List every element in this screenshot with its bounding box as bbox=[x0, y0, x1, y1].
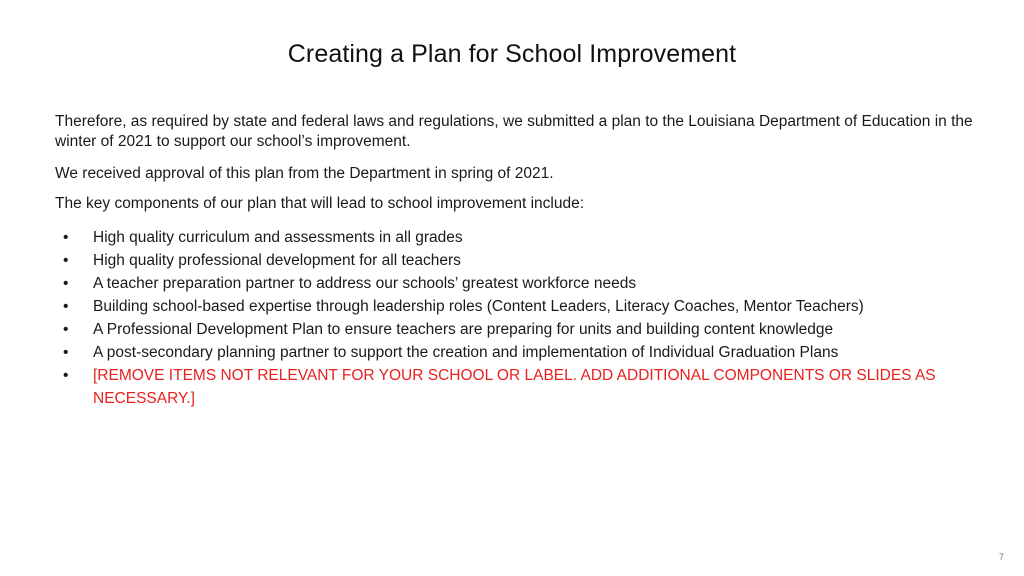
bullet-icon: • bbox=[63, 344, 69, 361]
page-number: 7 bbox=[998, 552, 1004, 562]
list-item bbox=[55, 341, 985, 364]
slide-title: Creating a Plan for School Improvement bbox=[287, 40, 737, 68]
list-item-text: A teacher preparation partner to address our schools’ greatest workforce needs bbox=[93, 275, 637, 292]
bullet-icon: • bbox=[63, 252, 69, 269]
list-item-text: A post-secondary planning partner to support the creation and implementation of Individual Graduation Plans bbox=[93, 344, 839, 361]
components-list bbox=[55, 226, 985, 410]
list-item-text: A Professional Development Plan to ensure teachers are preparing for units and building content knowledge bbox=[93, 321, 834, 338]
bullet-icon: • bbox=[63, 321, 69, 338]
list-item-text: High quality curriculum and assessments in all grades bbox=[93, 229, 463, 246]
bullet-icon: • bbox=[63, 367, 69, 384]
bullet-icon: • bbox=[63, 229, 69, 246]
slide-body bbox=[55, 112, 985, 410]
list-item bbox=[55, 318, 985, 341]
paragraph-plan-approval: We received approval of this plan from the Department in spring of 2021. bbox=[55, 165, 554, 182]
list-item bbox=[55, 295, 985, 318]
list-item bbox=[55, 226, 985, 249]
paragraph-key-components: The key components of our plan that will lead to school improvement include: bbox=[55, 195, 585, 212]
list-item bbox=[55, 249, 985, 272]
bullet-icon: • bbox=[63, 275, 69, 292]
instruction-text: [REMOVE ITEMS NOT RELEVANT FOR YOUR SCHOOL OR LABEL. ADD ADDITIONAL COMPONENTS OR SLIDES AS NECESSARY.] bbox=[93, 367, 936, 407]
paragraph-plan-submission: Therefore, as required by state and federal laws and regulations, we submitted a plan to the Louisiana Department of Education in the winter of 2021 to support our school’s improvement. bbox=[55, 113, 973, 150]
bullet-icon: • bbox=[63, 298, 69, 315]
list-item-instruction bbox=[55, 364, 985, 410]
list-item bbox=[55, 272, 985, 295]
list-item-text: High quality professional development for all teachers bbox=[93, 252, 461, 269]
list-item-text: Building school-based expertise through leadership roles (Content Leaders, Literacy Coaches, Mentor Teachers) bbox=[93, 298, 864, 315]
